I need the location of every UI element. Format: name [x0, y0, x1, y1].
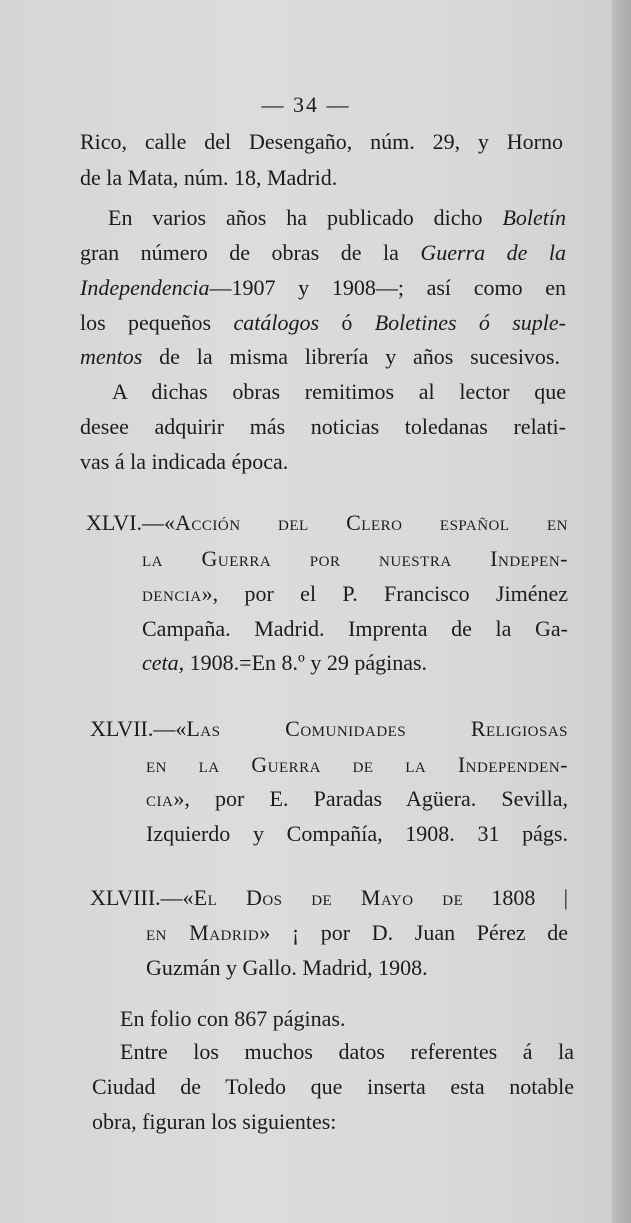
text-line: desee adquirir más noticias toledanas relati-: [80, 414, 566, 439]
page-edge-shadow: [612, 0, 631, 1223]
text-line: A dichas obras remitimos al lector que: [112, 379, 566, 404]
text-line: En varios años ha publicado dicho Boletín: [108, 205, 566, 230]
text-line: vas á la indicada época.: [80, 449, 289, 474]
entry-line: ceta, 1908.=En 8.º y 29 páginas.: [142, 650, 428, 675]
entry-heading-line: XLVI.—«Acción del Clero español en: [86, 510, 568, 535]
text-line: obra, figuran los siguientes:: [92, 1109, 337, 1134]
entry-line: Guzmán y Gallo. Madrid, 1908.: [146, 955, 428, 980]
entry-line: Izquierdo y Compañía, 1908. 31 págs.: [146, 821, 568, 846]
text-line: Independencia—1907 y 1908—; así como en: [80, 275, 566, 300]
entry-line: la Guerra por nuestra Indepen-: [142, 546, 568, 571]
text-line: de la Mata, núm. 18, Madrid.: [80, 165, 338, 190]
text-line: Rico, calle del Desengaño, núm. 29, y Horno: [80, 129, 563, 154]
text-line: Ciudad de Toledo que inserta esta notable: [92, 1074, 574, 1099]
entry-heading-line: XLVII.—«Las Comunidades Religiosas: [90, 716, 568, 741]
entry-line: dencia», por el P. Francisco Jiménez: [142, 581, 568, 606]
text-line: mentos de la misma librería y años sucesivos.: [80, 344, 560, 369]
text-line: Entre los muchos datos referentes á la: [120, 1039, 574, 1064]
entry-line: Campaña. Madrid. Imprenta de la Ga-: [142, 616, 568, 641]
entry-line: en la Guerra de la Independen-: [146, 752, 568, 777]
text-line: gran número de obras de la Guerra de la: [80, 240, 566, 265]
entry-line: cia», por E. Paradas Agüera. Sevilla,: [146, 786, 568, 811]
text-line: En folio con 867 páginas.: [120, 1006, 346, 1031]
text-line: los pequeños catálogos ó Boletines ó suple-: [80, 310, 567, 335]
entry-heading-line: XLVIII.—«El Dos de Mayo de 1808 |: [90, 885, 568, 910]
page-number: — 34 —: [261, 92, 351, 117]
entry-line: en Madrid» ¡ por D. Juan Pérez de: [146, 920, 568, 945]
